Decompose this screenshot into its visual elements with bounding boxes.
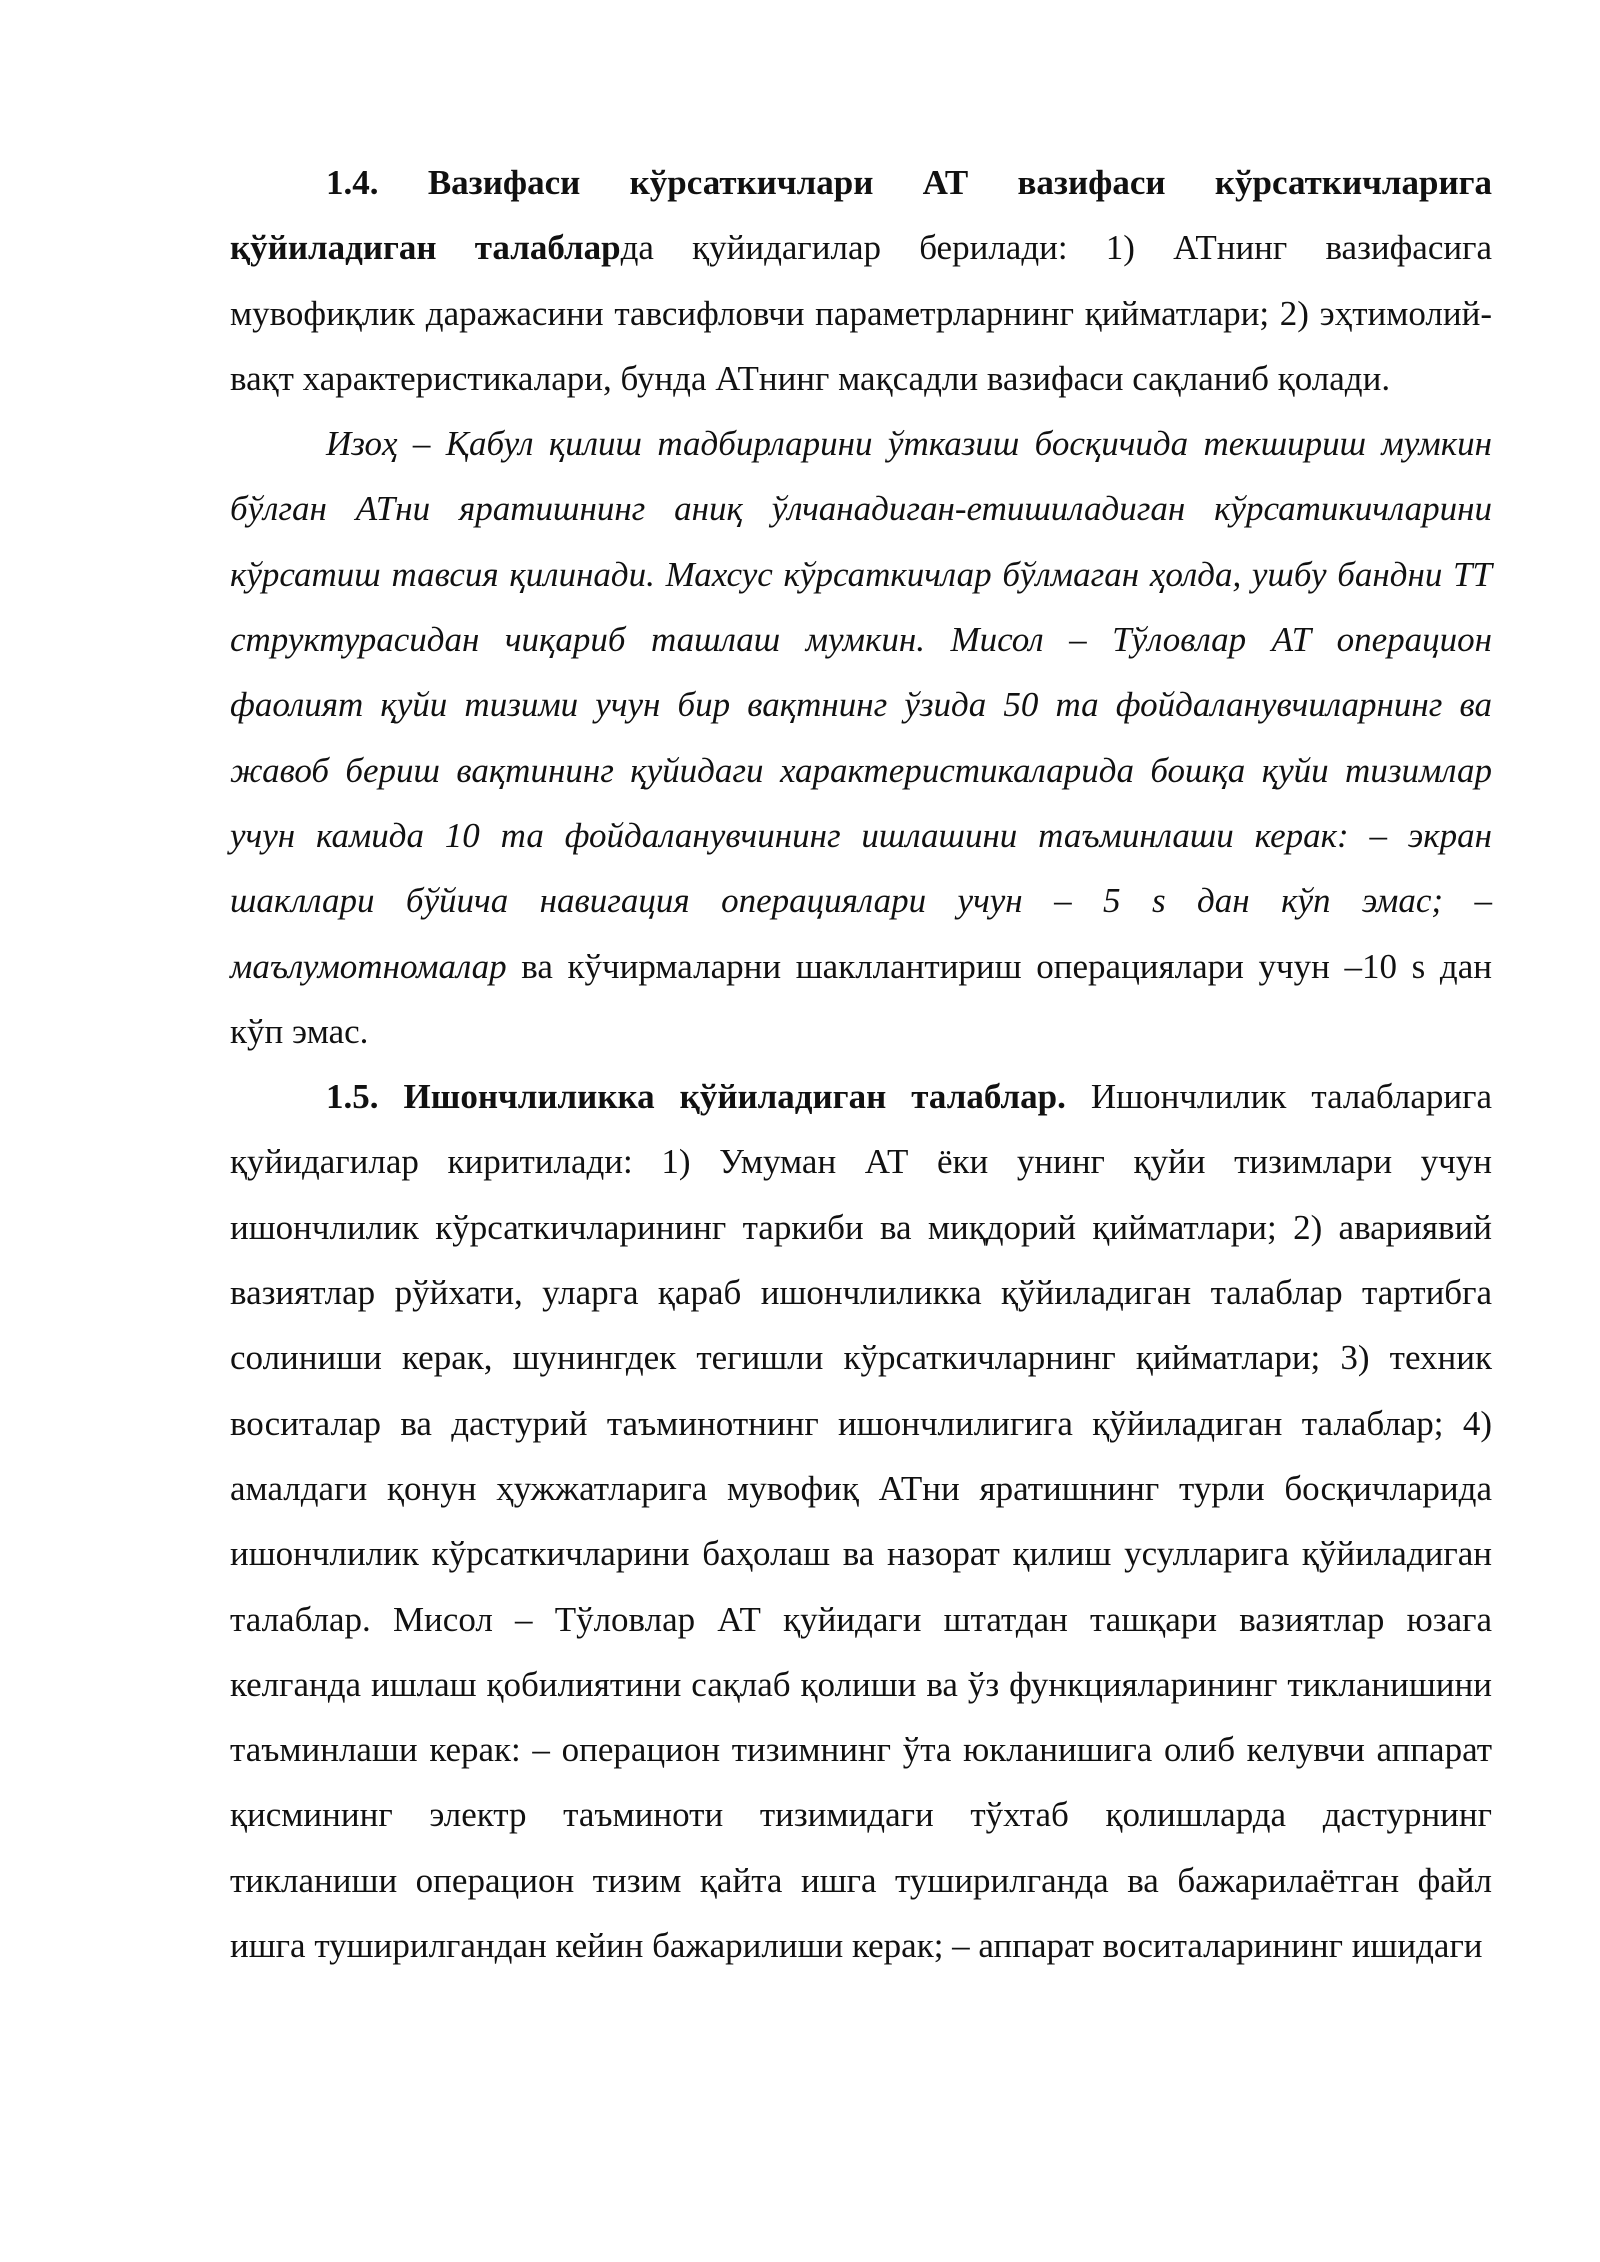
section-1-4-heading-number: 1.4. — [326, 163, 379, 202]
note-regular-text: ва кўчирмаларни шакллантириш операциялари учун –10 s дан кўп эмас. — [230, 946, 1492, 1051]
section-1-4-heading-tail: да — [620, 228, 654, 268]
section-1-4-paragraph — [230, 150, 1492, 411]
note-paragraph — [230, 411, 1492, 1064]
section-1-5-heading: 1.5. Ишончлиликка қўйиладиган талаблар. — [326, 1077, 1066, 1117]
section-1-5-paragraph — [230, 1064, 1492, 1978]
section-1-4-heading: Вазифаси кўрсаткичлари АТ вазифаси кўрсаткичларига қўйиладиган талаблар — [230, 163, 1493, 268]
note-italic-text: Изоҳ – Қабул қилиш тадбирларини ўтказиш босқичида текшириш мумкин бўлган АТни яратишнинг аниқ ўлчанадиган-етишиладиган кўрсатикичларини кўрсатиш тавсия қилинади. Махсус кўрсаткичлар бўлмаган ҳолда, ушбу бандни ТТ структурасидан чиқариб ташлаш мумкин. Мисол – Тўловлар АТ операцион фаолият қуйи тизими учун бир вақтнинг ўзида 50 та фойдаланувчиларнинг ва жавоб бериш вақтининг қуйидаги характеристикаларида бошқа қуйи тизимлар учун камида 10 та фойдаланувчининг ишлашини таъминлаши керак: – экран шакллари бўйича навигация операциялари учун – 5 s дан кўп эмас; – маълумотномалар — [230, 424, 1492, 986]
section-1-4-body: қуйидагилар берилади: 1) АТнинг вазифасига мувофиқлик даражасини тавсифловчи параметрларнинг қийматлари; 2) эҳтимолий-вақт характеристикалари, бунда АТнинг мақсадли вазифаси сақланиб қолади. — [230, 228, 1492, 398]
section-1-5-body: Ишончлилик талабларига қуйидагилар киритилади: 1) Умуман АТ ёки унинг қуйи тизимлари учун ишончлилик кўрсаткичларининг таркиби ва миқдорий қийматлари; 2) авариявий вазиятлар рўйхати, уларга қараб ишончлиликка қўйиладиган талаблар тартибга солиниши керак, шунингдек тегишли кўрсаткичларнинг қийматлари; 3) техник воситалар ва дастурий таъминотнинг ишончлилигига қўйиладиган талаблар; 4) амалдаги қонун ҳужжатларига мувофиқ АТни яратишнинг турли босқичларида ишончлилик кўрсаткичларини баҳолаш ва назорат қилиш усулларига қўйиладиган талаблар. Мисол – Тўловлар АТ қуйидаги штатдан ташқари вазиятлар юзага келганда ишлаш қобилиятини сақлаб қолиши ва ўз функцияларининг тикланишини таъминлаши керак: – операцион тизимнинг ўта юкланишига олиб келувчи аппарат қисмининг электр таъминоти тизимидаги тўхтаб қолишларда дастурнинг тикланиши операцион тизим қайта ишга туширилганда ва бажарилаётган файл ишга туширилгандан кейин бажарилиши керак; – аппарат воситаларининг ишидаги — [230, 1077, 1492, 1966]
document-page — [230, 150, 1492, 1978]
